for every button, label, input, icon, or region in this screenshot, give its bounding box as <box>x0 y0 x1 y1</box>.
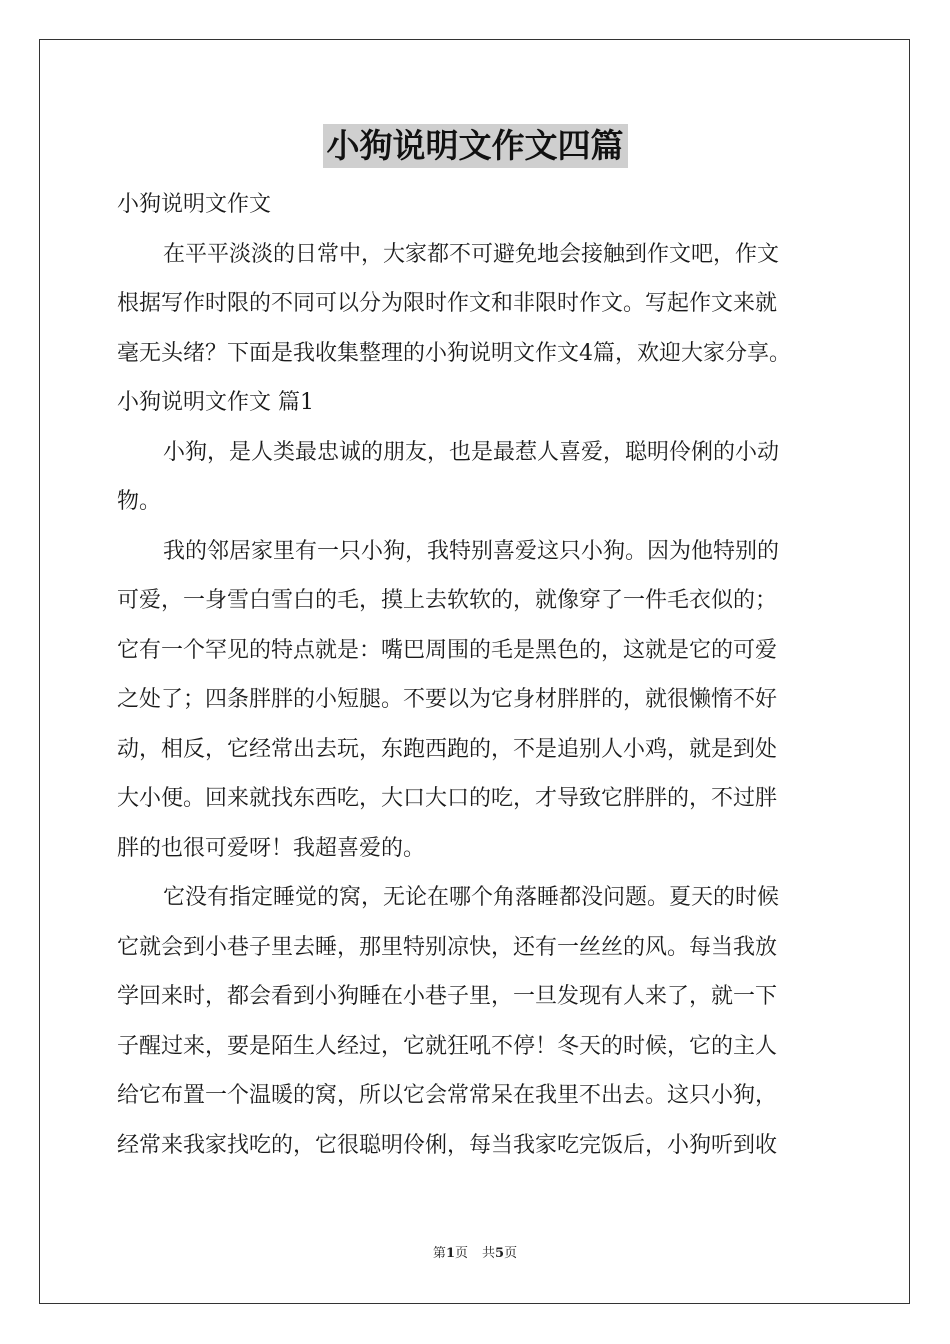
page-prefix: 第 <box>432 1246 446 1261</box>
paragraph-1 <box>117 428 842 527</box>
section-heading: 小狗说明文作文 篇1 <box>117 390 314 415</box>
text-line: 小狗，是人类最忠诚的朋友，也是最惹人喜爱，聪明伶俐的小动 <box>163 439 780 465</box>
total-suffix: 页 <box>504 1246 518 1261</box>
page-current: 1 <box>445 1246 455 1261</box>
text-line: 在平平淡淡的日常中，大家都不可避免地会接触到作文吧，作文 <box>163 241 780 267</box>
text-line: 它有一个罕见的特点就是：嘴巴周围的毛是黑色的，这就是它的可爱 <box>117 637 778 663</box>
text-line: 学回来时，都会看到小狗睡在小巷子里，一旦发现有人来了，就一下 <box>117 984 778 1009</box>
text-line: 经常来我家找吃的，它很聪明伶俐，每当我家吃完饭后，小狗听到收 <box>117 1132 778 1158</box>
paragraph-3 <box>117 873 842 1170</box>
document-body <box>117 180 842 1170</box>
text-line: 根据写作时限的不同可以分为限时作文和非限时作文。写起作文来就 <box>117 291 778 316</box>
page-total: 5 <box>495 1246 505 1261</box>
intro-paragraph <box>117 230 842 379</box>
total-prefix: 共 <box>482 1246 496 1261</box>
text-line: 可爱，一身雪白雪白的毛，摸上去软软的，就像穿了一件毛衣似的； <box>117 588 778 613</box>
text-line: 我的邻居家里有一只小狗，我特别喜爱这只小狗。因为他特别的 <box>163 538 780 564</box>
title-container <box>0 124 950 168</box>
text-line: 它就会到小巷子里去睡，那里特别凉快，还有一丝丝的风。每当我放 <box>117 934 778 960</box>
section-heading: 小狗说明文作文 <box>117 192 272 217</box>
text-line: 给它布置一个温暖的窝，所以它会常常呆在我里不出去。这只小狗， <box>117 1083 778 1108</box>
text-line: 胖的也很可爱呀！我超喜爱的。 <box>117 835 426 861</box>
text-line: 动，相反，它经常出去玩，东跑西跑的，不是追别人小鸡，就是到处 <box>117 736 778 762</box>
page-suffix: 页 <box>454 1246 468 1261</box>
text-line: 物。 <box>117 489 162 514</box>
text-line: 毫无头绪？下面是我收集整理的小狗说明文作文4篇，欢迎大家分享。 <box>117 340 791 366</box>
text-line: 大小便。回来就找东西吃，大口大口的吃，才导致它胖胖的，不过胖 <box>117 786 778 811</box>
text-line: 子醒过来，要是陌生人经过，它就狂吼不停！冬天的时候，它的主人 <box>117 1033 778 1059</box>
text-line: 它没有指定睡觉的窝，无论在哪个角落睡都没问题。夏天的时候 <box>163 885 780 910</box>
paragraph-2 <box>117 527 842 874</box>
document-title: 小狗说明文作文四篇 <box>323 124 628 168</box>
page-footer <box>0 1244 950 1264</box>
text-line: 之处了；四条胖胖的小短腿。不要以为它身材胖胖的，就很懒惰不好 <box>117 687 778 712</box>
